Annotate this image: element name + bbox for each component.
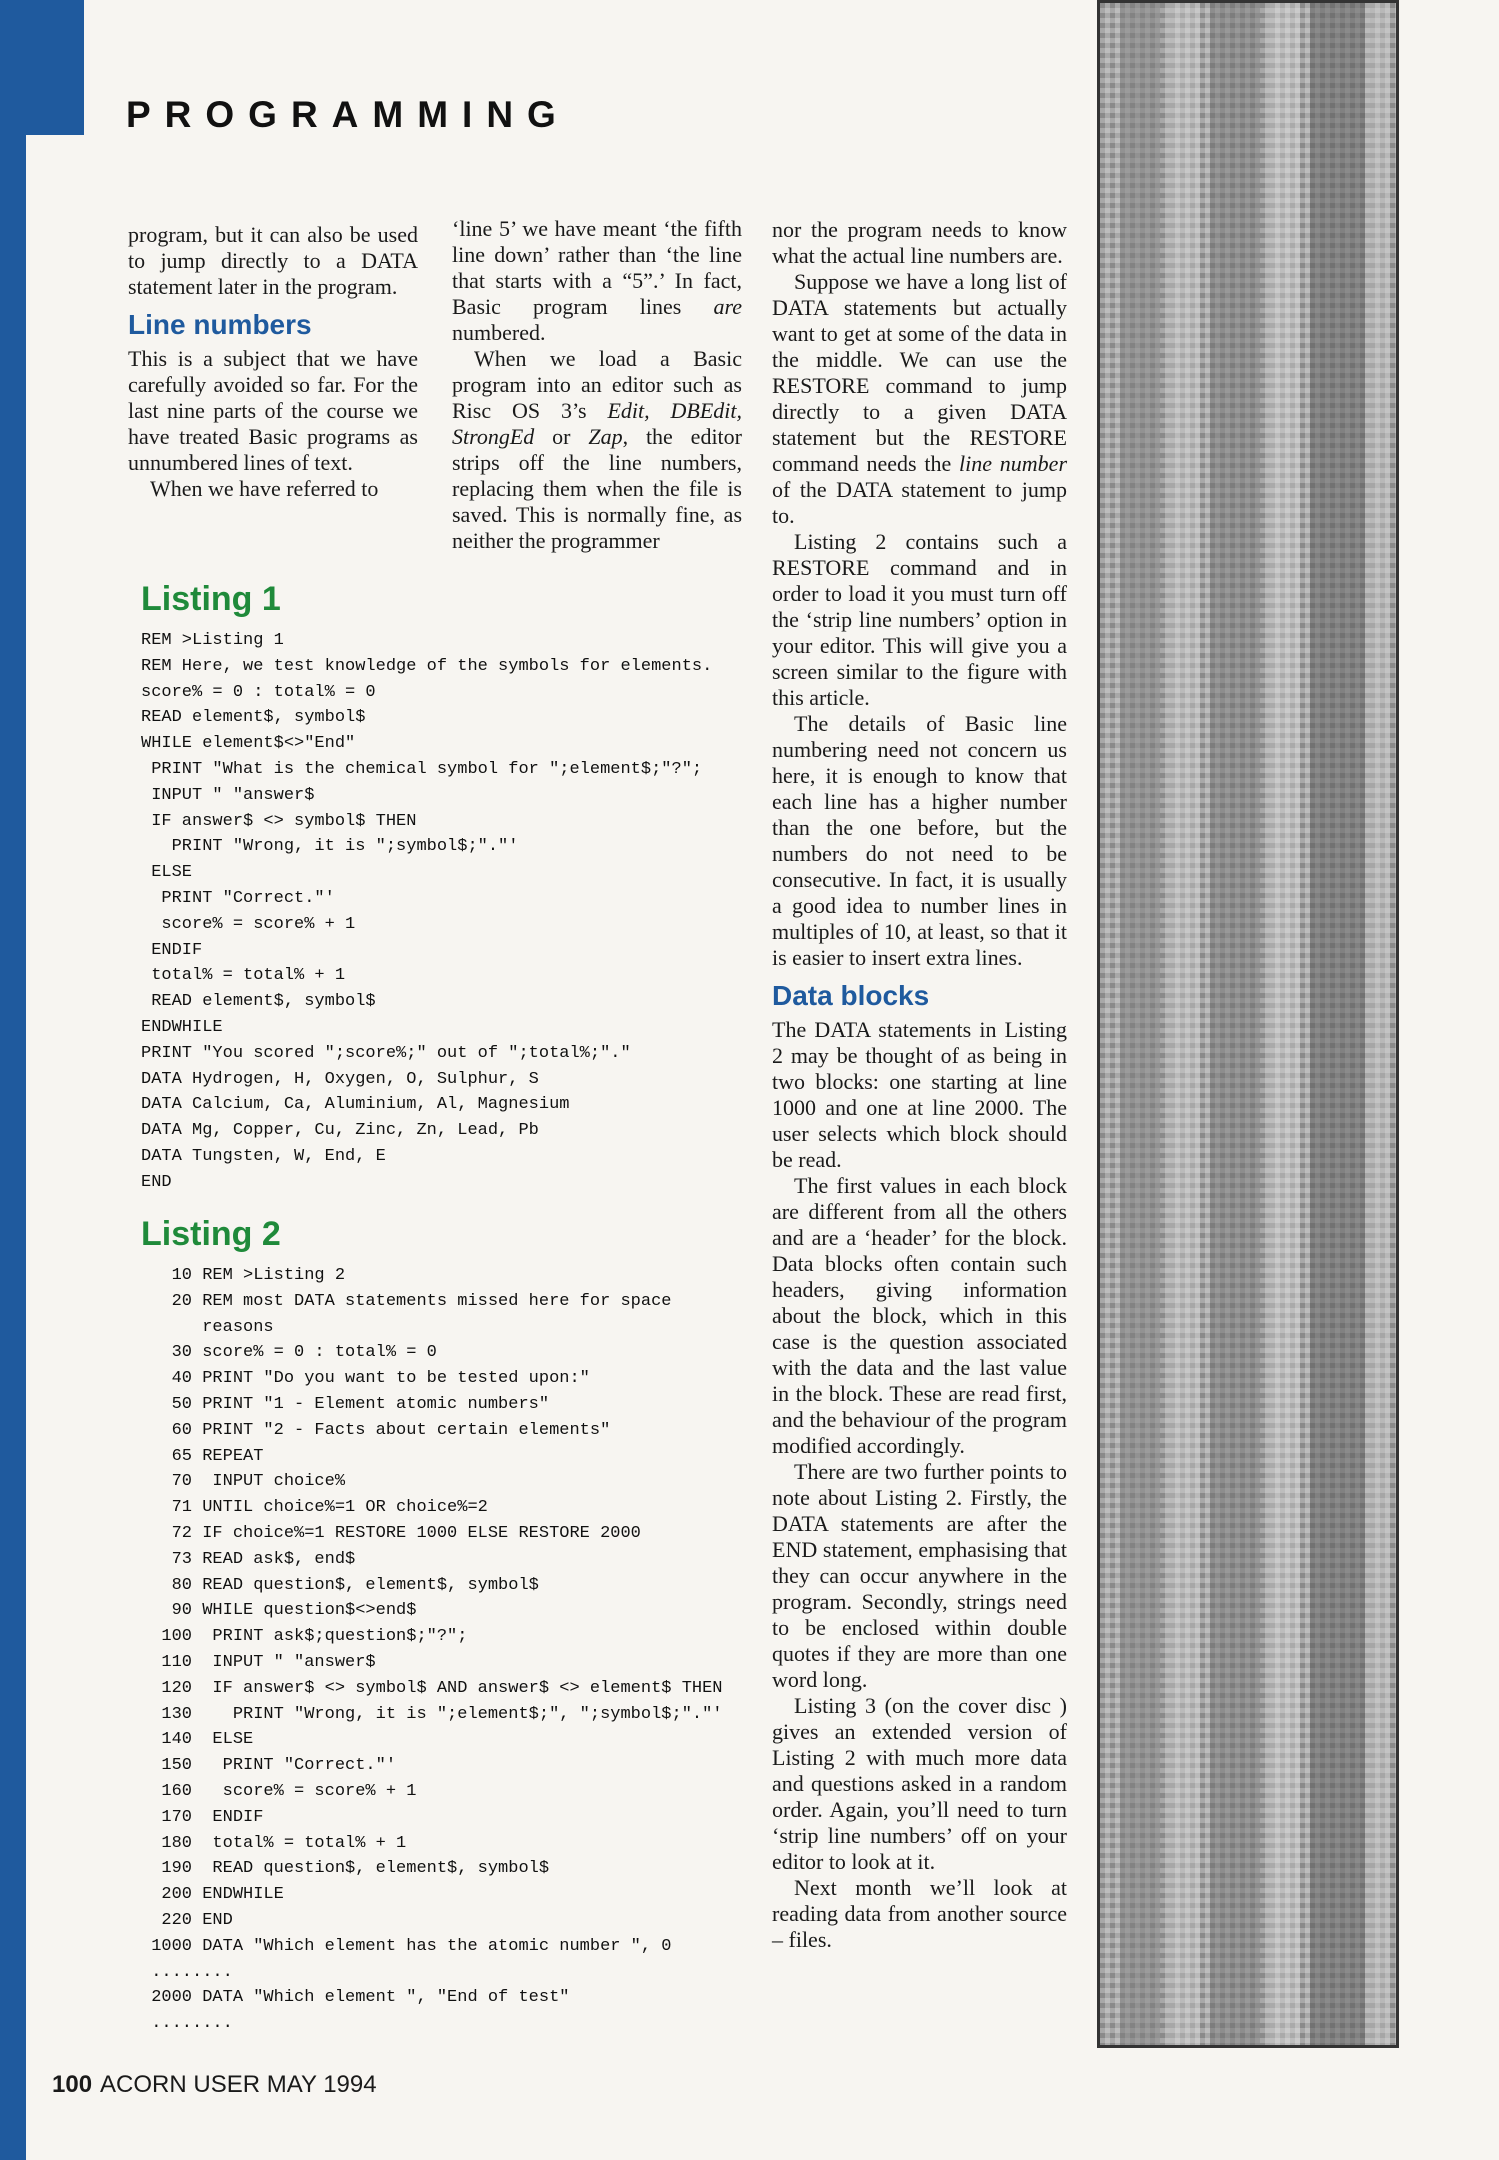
- paragraph: When we load a Basic program into an editor such as Risc OS 3’s Edit, DBEdit, StrongEd or Zap, the editor strips off the line numbers, replacing them when the file is saved. This is normally fine, as neither the programmer: [452, 346, 742, 553]
- paragraph: Suppose we have a long list of DATA statements but actually want to get at some of the data in the middle. We can use the RESTORE command to jump directly to a given DATA statement but the RESTORE command needs the line number of the DATA statement to jump to.: [772, 269, 1067, 528]
- pixelated-screen-image: [1100, 3, 1396, 2045]
- paragraph: Next month we’ll look at reading data from another source – files.: [772, 1875, 1067, 1952]
- zoomed-screenshot-figure: [1097, 0, 1399, 2048]
- page-footer: [52, 2071, 377, 2099]
- paragraph: The details of Basic line numbering need not concern us here, it is enough to know that each line has a higher number than the one before, but the numbers do not need to be consecutive. In fact, it is usually a good idea to number lines in multiples of 10, at least, so that it is easier to insert extra lines.: [772, 711, 1067, 970]
- listing-1-code: REM >Listing 1 REM Here, we test knowledge of the symbols for elements. score% = 0 : total% = 0 READ element$, symbol$ WHILE element$<>"End" PRINT "What is the chemical symbol for ";element$;"?"; INPUT " "answer$ IF answer$ <> symbol$ THEN PRINT "Wrong, it is ";symbol$;"."' ELSE PRINT "Correct."' score% = score% + 1 ENDIF total% = total% + 1 READ element$, symbol$ ENDWHILE PRINT "You scored ";score%;" out of ";total%;"." DATA Hydrogen, H, Oxygen, O, Sulphur, S DATA Calcium, Ca, Aluminium, Al, Magnesium DATA Mg, Copper, Cu, Zinc, Zn, Lead, Pb DATA Tungsten, W, End, E END: [141, 631, 713, 1192]
- paragraph: Listing 3 (on the cover disc ) gives an extended version of Listing 2 with much more data and questions asked in a random order. Again, you’ll need to turn ‘strip line numbers’ off on your editor to look at it.: [772, 1693, 1067, 1874]
- paragraph: Listing 2 contains such a RESTORE command and in order to load it you must turn off the ‘strip line numbers’ option in your editor. This will give you a screen similar to the figure with this article.: [772, 529, 1067, 710]
- section-title: PROGRAMMING: [126, 94, 570, 135]
- paragraph: The DATA statements in Listing 2 may be thought of as being in two blocks: one starting at line 1000 and one at line 2000. The user selects which block should be read.: [772, 1017, 1067, 1172]
- paragraph: ‘line 5’ we have meant ‘the fifth line down’ rather than ‘the line that starts with a “5”.’ In fact, Basic program lines are numbered.: [452, 216, 742, 345]
- publication-line: ACORN USER MAY 1994: [100, 2071, 377, 2098]
- paragraph: This is a subject that we have carefully avoided so far. For the last nine parts of the course we have treated Basic programs as unnumbered lines of text.: [128, 346, 418, 475]
- column-1: [128, 222, 418, 502]
- paragraph: The first values in each block are different from all the others and are a ‘header’ for the block. Data blocks often contain such headers, giving information about the block, which in this case is the question associated with the data and the last value in the block. These are read first, and the behaviour of the program modified accordingly.: [772, 1173, 1067, 1458]
- left-blue-bar: [0, 0, 26, 2160]
- paragraph: When we have referred to: [150, 476, 379, 501]
- column-3: [772, 217, 1067, 1953]
- listing-1-title: Listing 1: [141, 580, 281, 618]
- intro-paragraph: program, but it can also be used to jump directly to a DATA statement later in the program.: [128, 222, 418, 299]
- data-blocks-heading: Data blocks: [772, 980, 930, 1011]
- column-2: [452, 216, 742, 554]
- listing-2-code: 10 REM >Listing 2 20 REM most DATA statements missed here for space reasons 30 score% = 0 : total% = 0 40 PRINT "Do you want to be tested upon:" 50 PRINT "1 - Element atomic numbers" 60 PRINT "2 - Facts about certain elements" 65 REPEAT 70 INPUT choice% 71 UNTIL choice%=1 OR choice%=2 72 IF choice%=1 RESTORE 1000 ELSE RESTORE 2000 73 READ ask$, end$ 80 READ question$, element$, symbol$ 90 WHILE question$<>end$ 100 PRINT ask$;question$;"?"; 110 INPUT " "answer$ 120 IF answer$ <> symbol$ AND answer$ <> element$ THEN 130 PRINT "Wrong, it is ";element$;", ";symbol$;"."' 140 ELSE 150 PRINT "Correct."' 160 score% = score% + 1 170 ENDIF 180 total% = total% + 1 190 READ question$, element$, symbol$ 200 ENDWHILE 220 END 1000 DATA "Which element has the atomic number ", 0 ........ 2000 DATA "Which element ", "End of test" ........: [151, 1266, 723, 2034]
- paragraph: There are two further points to note about Listing 2. Firstly, the DATA statements are after the END statement, emphasising that they can occur anywhere in the program. Secondly, strings need to be enclosed within double quotes if they are more than one word long.: [772, 1459, 1067, 1692]
- listing-2-title: Listing 2: [141, 1215, 281, 1253]
- paragraph: nor the program needs to know what the actual line numbers are.: [772, 217, 1067, 268]
- page-number: 100: [52, 2071, 93, 2098]
- header-blue-tab: [26, 0, 84, 135]
- line-numbers-heading: Line numbers: [128, 309, 312, 340]
